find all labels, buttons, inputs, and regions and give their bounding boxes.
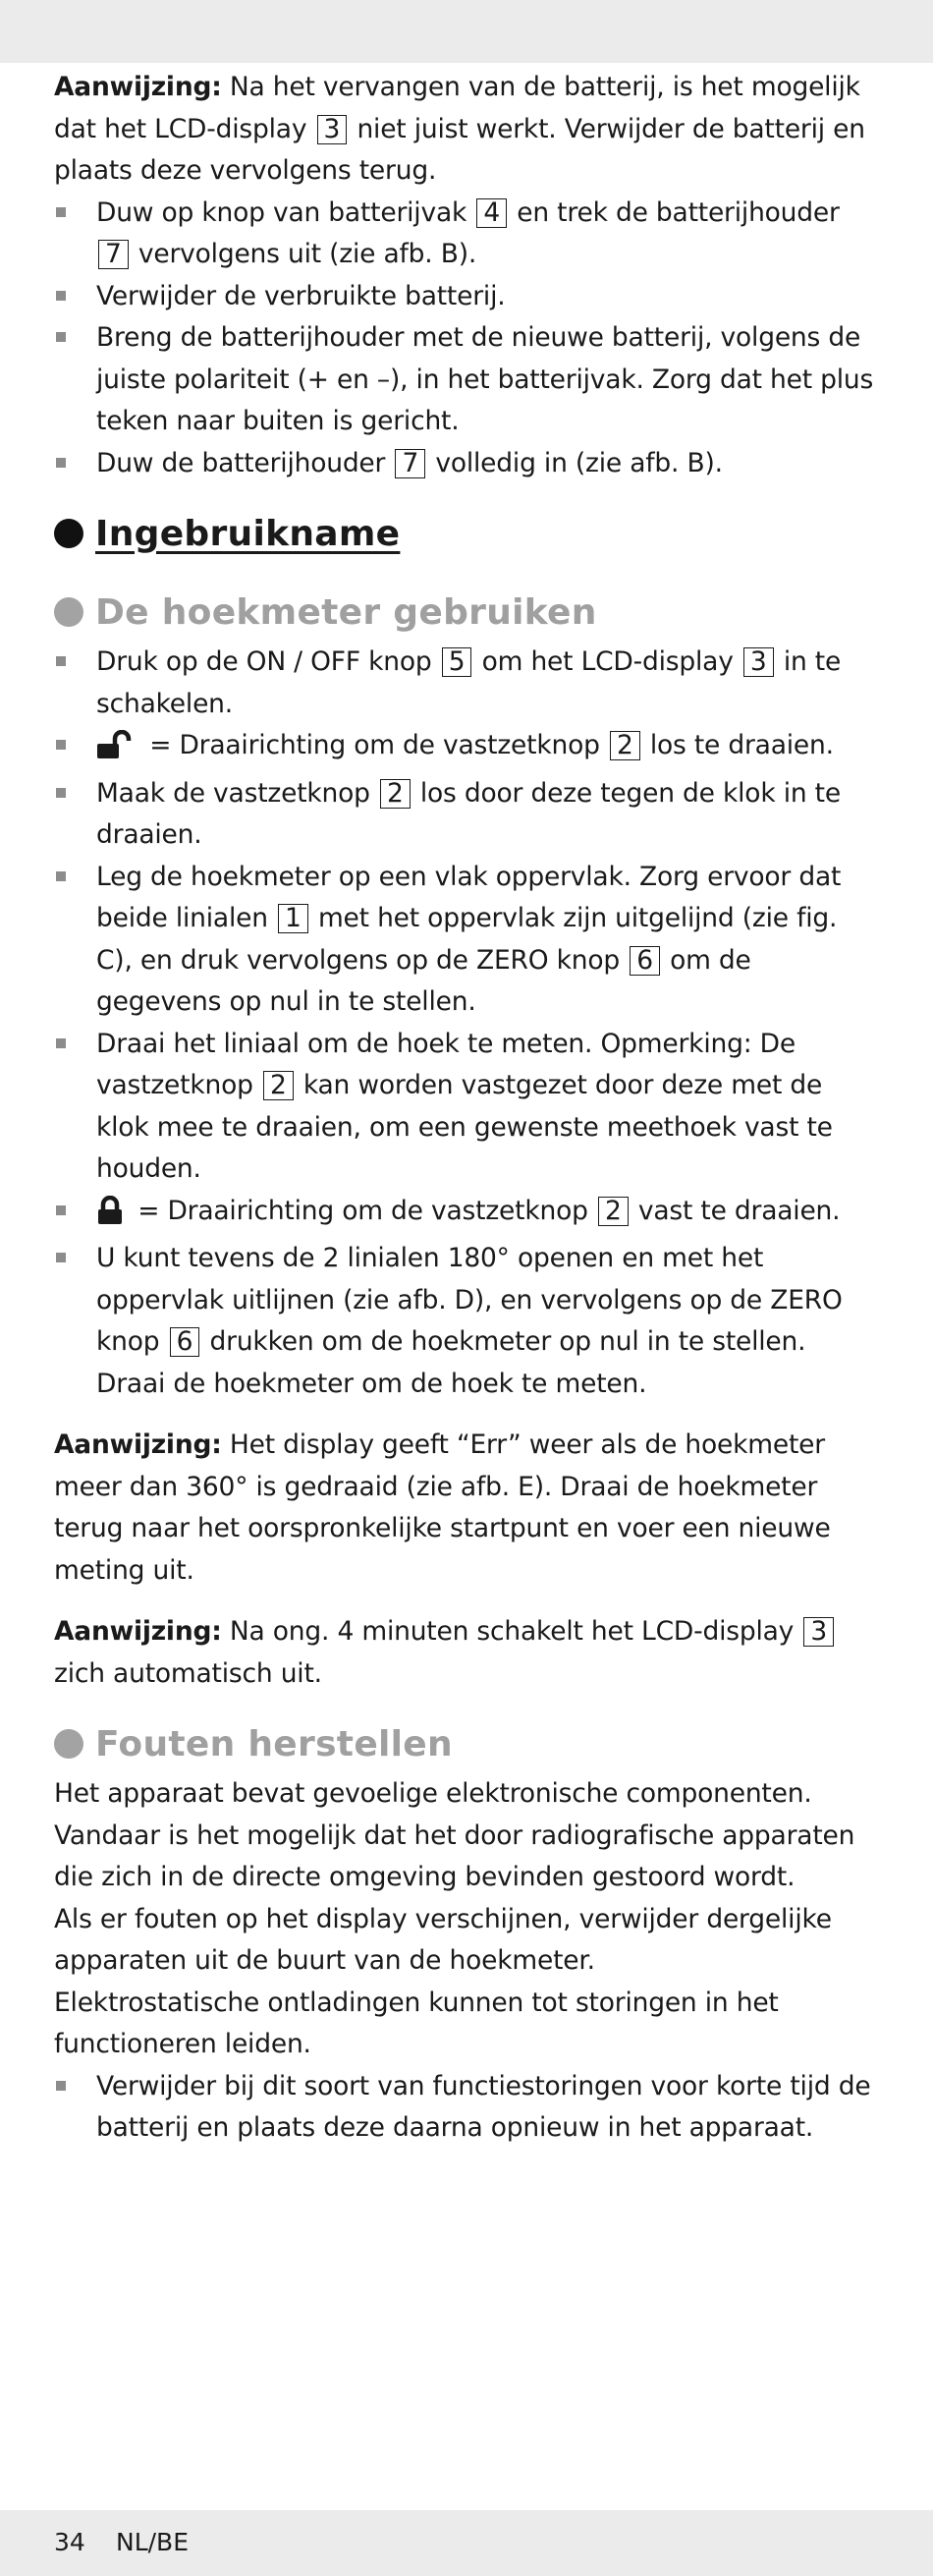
unlock-icon [96, 730, 136, 773]
ref-box: 2 [380, 779, 411, 809]
ref-box: 2 [610, 731, 640, 760]
note-err-display: Aanwijzing: Het display geeft “Err” weer als de hoekmeter meer dan 360° is gedraaid (zie afb. E). Draai de hoekmeter terug naar het oorspronkelijke startpunt en voer een nieuwe meting uit. [54, 1429, 831, 1586]
list-item: Draai het liniaal om de hoek te meten. Opmerking: De vastzetknop 2 kan worden vastgezet door deze met de klok mee te draaien, om een gewenste meethoek vast te houden. [54, 1024, 879, 1191]
page-footer [0, 2510, 933, 2576]
list-item: Maak de vastzetknop 2 los door deze tegen de klok in te draaien. [54, 773, 879, 857]
ref-box: 7 [395, 449, 425, 478]
note-label: Aanwijzing: [54, 72, 222, 102]
ref-box: 7 [98, 240, 129, 269]
subsection-title: De hoekmeter gebruiken [95, 591, 597, 633]
ref-box: 4 [476, 198, 507, 228]
list-item: Verwijder bij dit soort van functiestoringen voor korte tijd de batterij en plaats deze daarna opnieuw in het apparaat. [54, 2066, 879, 2150]
ref-box: 5 [442, 647, 472, 677]
list-item: = Draairichting om de vastzetknop 2 vast te draaien. [54, 1191, 879, 1239]
top-margin-band [0, 0, 933, 63]
list-item: U kunt tevens de 2 linialen 180° openen en met het oppervlak uitlijnen (zie afb. D), en vervolgens op de ZERO knop 6 drukken om de hoekmeter op nul in te stellen. Draai de hoekmeter om de hoek te meten. [54, 1238, 879, 1405]
page-content [54, 67, 879, 2150]
section-title: Ingebruikname [95, 513, 401, 554]
ref-box: 2 [263, 1071, 294, 1100]
language-code: NL/BE [116, 2528, 189, 2556]
ref-box: 1 [278, 904, 308, 933]
note-battery-replacement: Aanwijzing: Na het vervangen van de batterij, is het mogelijk dat het LCD-display 3 niet juist werkt. Verwijder de batterij en plaats deze vervolgens terug. [54, 72, 865, 186]
paragraph: Het apparaat bevat gevoelige elektronische componenten. Vandaar is het mogelijk dat het door radiografische apparaten die zich in de directe omgeving bevinden gestoord wordt. [54, 1778, 855, 1892]
error-steps-list [54, 2066, 879, 2150]
note-auto-off: Aanwijzing: Na ong. 4 minuten schakelt het LCD-display 3 zich automatisch uit. [54, 1611, 879, 1695]
section-heading [54, 504, 879, 563]
list-item: Duw op knop van batterijvak 4 en trek de batterijhouder 7 vervolgens uit (zie afb. B). [54, 193, 879, 276]
note-label: Aanwijzing: [54, 1616, 222, 1647]
bullet-dot-icon [54, 597, 83, 627]
battery-steps-list [54, 193, 879, 485]
subsection-heading [54, 585, 879, 640]
subsection-heading [54, 1716, 879, 1771]
lock-icon [96, 1196, 124, 1239]
usage-steps-list [54, 642, 879, 1405]
ref-box: 6 [170, 1327, 200, 1357]
subsection-title: Fouten herstellen [95, 1723, 453, 1764]
paragraph: Als er fouten op het display verschijnen, verwijder dergelijke apparaten uit de buurt van de hoekmeter. [54, 1903, 832, 1976]
ref-box: 3 [803, 1617, 834, 1647]
page-number: 34 [54, 2528, 85, 2556]
list-item: Verwijder de verbruikte batterij. [54, 276, 879, 318]
list-item: Druk op de ON / OFF knop 5 om het LCD-display 3 in te schakelen. [54, 642, 879, 725]
ref-box: 3 [743, 647, 774, 677]
paragraph: Elektrostatische ontladingen kunnen tot storingen in het functioneren leiden. [54, 1987, 779, 2059]
bullet-dot-icon [54, 1729, 83, 1759]
bullet-dot-icon [54, 519, 83, 548]
ref-box: 2 [598, 1197, 629, 1226]
note-label: Aanwijzing: [54, 1429, 222, 1460]
list-item: = Draairichting om de vastzetknop 2 los te draaien. [54, 725, 879, 773]
list-item: Duw de batterijhouder 7 volledig in (zie afb. B). [54, 443, 879, 485]
list-item: Breng de batterijhouder met de nieuwe batterij, volgens de juiste polariteit (+ en –), in het batterijvak. Zorg dat het plus teken naar buiten is gericht. [54, 317, 879, 443]
list-item: Leg de hoekmeter op een vlak oppervlak. Zorg ervoor dat beide linialen 1 met het oppervlak zijn uitgelijnd (zie fig. C), en druk vervolgens op de ZERO knop 6 om de gegevens op nul in te stellen. [54, 857, 879, 1024]
ref-box: 6 [630, 946, 660, 976]
ref-box: 3 [317, 115, 348, 144]
